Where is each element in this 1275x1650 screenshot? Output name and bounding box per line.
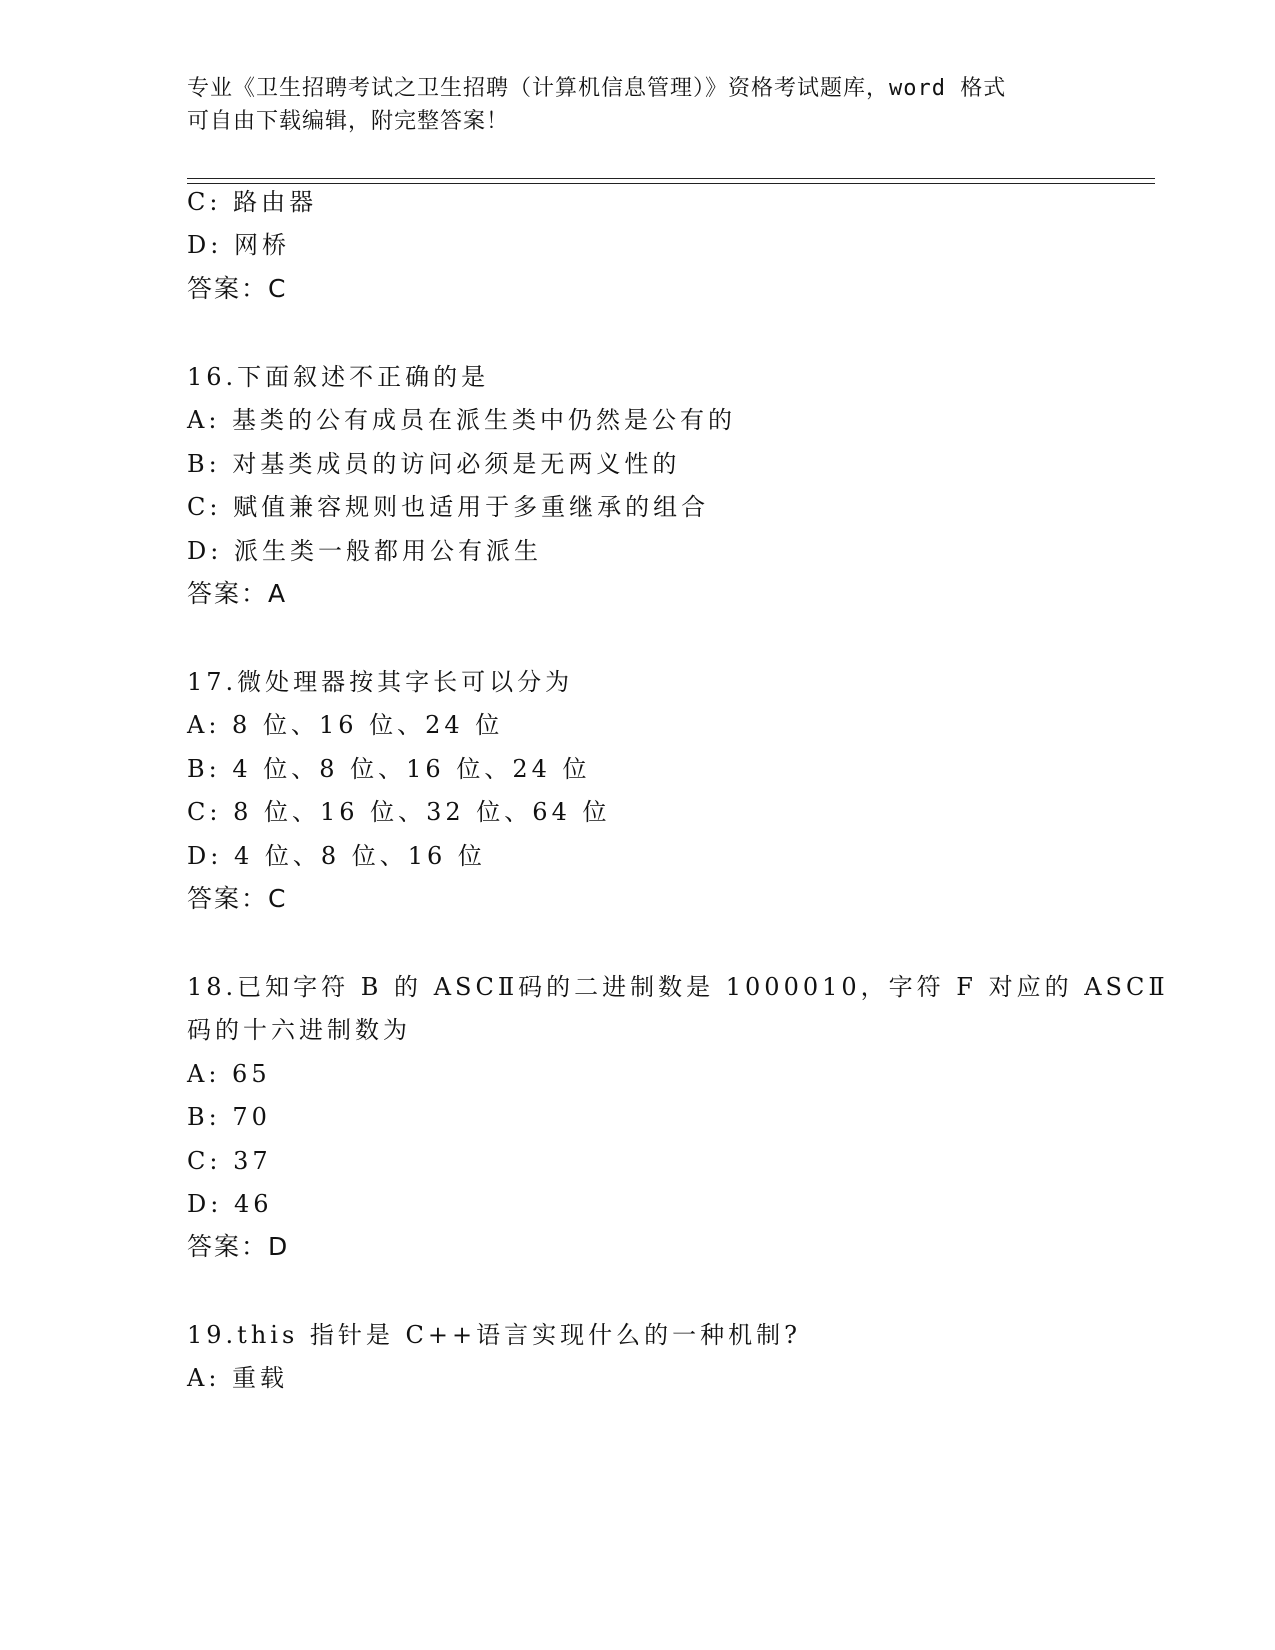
q15-option-c: C: 路由器 [187,188,318,216]
q16-option-b: B: 对基类成员的访问必须是无两义性的 [187,450,681,478]
q16-option-d: D: 派生类一般都用公有派生 [187,537,542,565]
header-line-1: 专业《卫生招聘考试之卫生招聘（计算机信息管理）》资格考试题库，word 格式 [187,76,1007,101]
q19-option-a: A: 重载 [187,1364,289,1392]
q17-question: 17.微处理器按其字长可以分为 [187,668,574,696]
q18-question-line-1: 18.已知字符 B 的 ASCⅡ码的二进制数是 1000010，字符 F 对应的 ASCⅡ [187,973,1169,1001]
q16-option-a: A: 基类的公有成员在派生类中仍然是公有的 [187,406,737,434]
q16-option-c: C: 赋值兼容规则也适用于多重继承的组合 [187,493,710,521]
q16-answer: 答案：A [187,579,288,608]
header-divider-bottom [187,183,1155,184]
q18-option-c: C: 37 [187,1147,272,1175]
q18-option-b: B: 70 [187,1103,271,1131]
q17-option-c: C: 8 位、16 位、32 位、64 位 [187,798,611,826]
page-header [187,72,1087,138]
header-line-2: 可自由下载编辑，附完整答案！ [187,109,510,134]
q18-question-line-2: 码的十六进制数为 [187,1016,411,1044]
header-divider-top [187,178,1155,179]
q15-answer: 答案：C [187,274,288,303]
q18-answer: 答案：D [187,1232,290,1261]
q17-option-a: A: 8 位、16 位、24 位 [187,711,504,739]
q16-question: 16.下面叙述不正确的是 [187,363,490,391]
q18-option-d: D: 46 [187,1190,273,1218]
q17-answer: 答案：C [187,884,288,913]
q15-option-d: D: 网桥 [187,231,290,259]
q19-question: 19.this 指针是 C++语言实现什么的一种机制? [187,1321,801,1349]
q17-option-d: D: 4 位、8 位、16 位 [187,842,486,870]
q18-option-a: A: 65 [187,1060,271,1088]
q17-option-b: B: 4 位、8 位、16 位、24 位 [187,755,591,783]
